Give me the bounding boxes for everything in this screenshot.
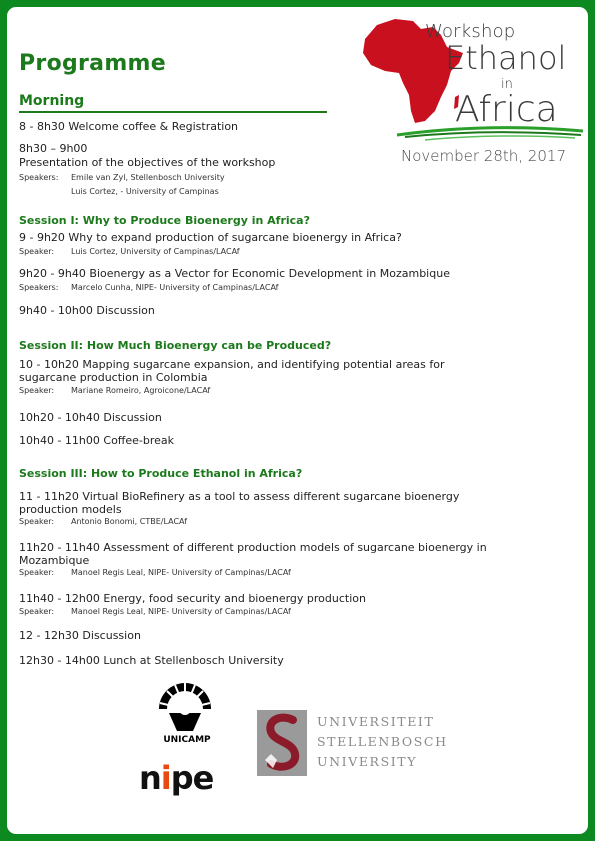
workshop-logo — [355, 13, 587, 173]
speaker-row — [19, 517, 187, 526]
speaker-label: Speaker: — [19, 386, 55, 395]
welcome-item: 8 - 8h30 Welcome coffee & Registration — [19, 120, 239, 133]
speaker-name: Manoel Regis Leal, NIPE- University of Campinas/LACAf — [71, 607, 291, 616]
workshop-date: November 28th, 2017 — [401, 147, 566, 165]
sun-line-3: UNIVERSITY — [317, 754, 418, 769]
sun-line-2: STELLENBOSCH — [317, 734, 448, 749]
speaker-row — [19, 187, 219, 196]
session-3-item-1-line-2: production models — [19, 503, 122, 516]
speaker-label: Speaker: — [19, 568, 55, 577]
session-1-item-2: 9h20 - 9h40 Bioenergy as a Vector for Economic Development in Mozambique — [19, 267, 450, 280]
speaker-name: Emile van Zyl, Stellenbosch University — [71, 173, 225, 182]
presentation-title: Presentation of the objectives of the workshop — [19, 156, 276, 169]
speaker-row — [19, 568, 291, 577]
session-2-heading: Session II: How Much Bioenergy can be Produced? — [19, 339, 332, 352]
session-1-item-3: 9h40 - 10h00 Discussion — [19, 304, 155, 317]
session-3-item-1-line-1: 11 - 11h20 Virtual BioRefinery as a tool to assess different sugarcane bioenergy — [19, 490, 460, 503]
stellenbosch-shield-icon — [257, 710, 307, 776]
logo-word-workshop: Workshop — [425, 21, 516, 42]
speaker-label: Speaker: — [19, 607, 55, 616]
speaker-row — [19, 386, 210, 395]
nipe-logo: nipe — [139, 759, 214, 797]
unicamp-emblem-icon — [155, 679, 215, 733]
logo-word-africa: Africa — [455, 89, 558, 130]
unicamp-logo — [147, 679, 227, 753]
session-2-item-2: 10h20 - 10h40 Discussion — [19, 411, 162, 424]
green-swoosh-icon — [395, 121, 585, 145]
speaker-row — [19, 607, 291, 616]
speaker-row — [19, 173, 225, 182]
speaker-row — [19, 247, 240, 256]
session-3-item-2-line-2: Mozambique — [19, 554, 90, 567]
unicamp-wordmark: UNICAMP — [163, 735, 211, 745]
stellenbosch-university-logo — [257, 710, 457, 782]
speaker-name: Luis Cortez, University of Campinas/LACAf — [71, 247, 240, 256]
session-2-item-3: 10h40 - 11h00 Coffee-break — [19, 434, 175, 447]
speaker-name: Luis Cortez, - University of Campinas — [71, 187, 219, 196]
speaker-name: Manoel Regis Leal, NIPE- University of Campinas/LACAf — [71, 568, 291, 577]
session-1-item-1: 9 - 9h20 Why to expand production of sugarcane bioenergy in Africa? — [19, 231, 402, 244]
speaker-name: Mariane Romeiro, Agroicone/LACAf — [71, 386, 211, 395]
sun-line-1: UNIVERSITEIT — [317, 714, 435, 729]
programme-title: Programme — [19, 51, 166, 76]
session-3-heading: Session III: How to Produce Ethanol in Africa? — [19, 467, 303, 480]
speaker-label: Speakers: — [19, 283, 59, 292]
presentation-time: 8h30 – 9h00 — [19, 142, 88, 155]
speaker-row — [19, 283, 278, 292]
session-3-item-5: 12h30 - 14h00 Lunch at Stellenbosch University — [19, 654, 284, 667]
session-3-item-2-line-1: 11h20 - 11h40 Assessment of different production models of sugarcane bioenergy in — [19, 541, 487, 554]
logo-word-in: in — [501, 77, 513, 92]
morning-heading: Morning — [19, 93, 327, 113]
speaker-label: Speaker: — [19, 247, 55, 256]
session-1-heading: Session I: Why to Produce Bioenergy in Africa? — [19, 214, 310, 227]
session-3-item-4: 12 - 12h30 Discussion — [19, 629, 141, 642]
logo-word-ethanol: Ethanol — [445, 39, 567, 77]
speaker-label: Speakers: — [19, 173, 59, 182]
programme-page — [7, 7, 588, 834]
session-3-item-3: 11h40 - 12h00 Energy, food security and bioenergy production — [19, 592, 366, 605]
speaker-name: Marcelo Cunha, NIPE- University of Campinas/LACAf — [71, 283, 279, 292]
session-2-item-1-line-2: sugarcane production in Colombia — [19, 371, 208, 384]
speaker-label: Speaker: — [19, 517, 55, 526]
session-2-item-1-line-1: 10 - 10h20 Mapping sugarcane expansion, and identifying potential areas for — [19, 358, 445, 371]
speaker-name: Antonio Bonomi, CTBE/LACAf — [71, 517, 188, 526]
